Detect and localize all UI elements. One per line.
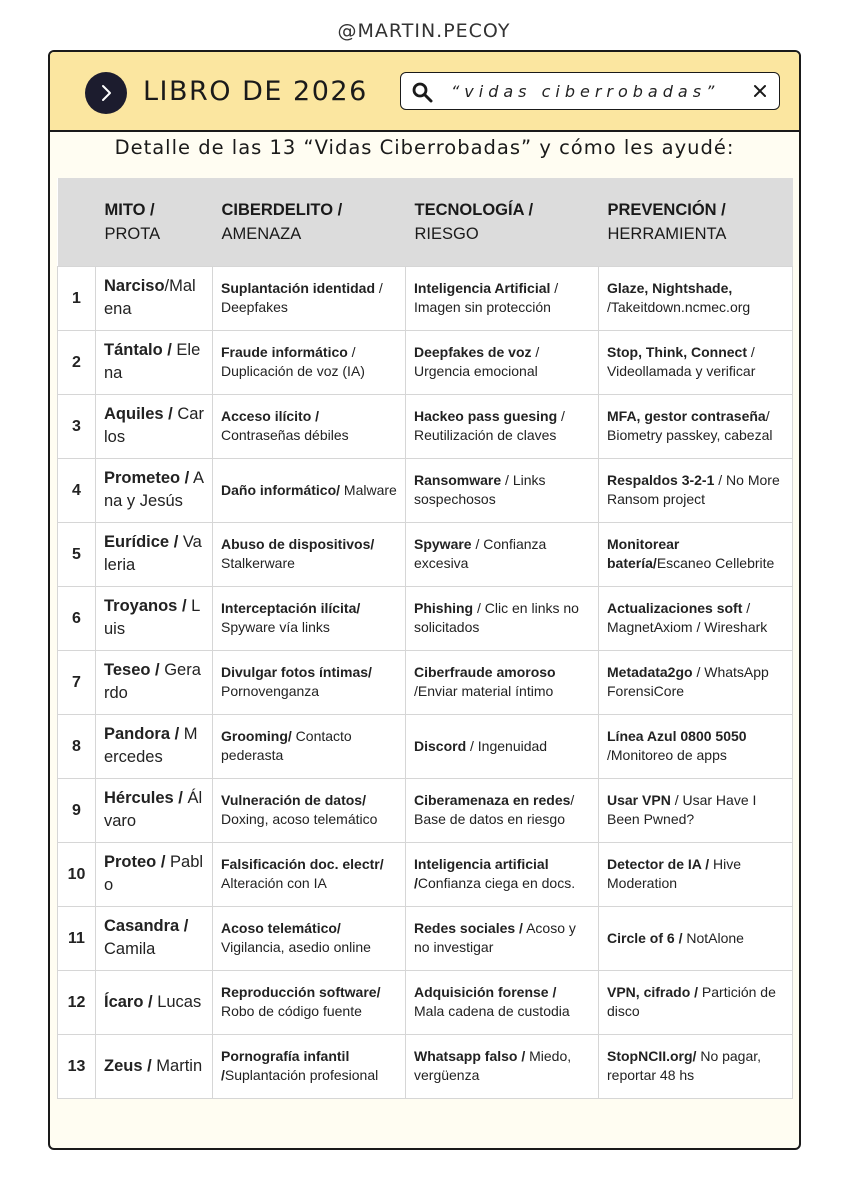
ciberdelito-cell-text: Stalkerware <box>221 555 295 571</box>
row-number: 8 <box>58 714 96 778</box>
table-body <box>58 266 793 1098</box>
tecnologia-cell-text: / Reutilización de claves <box>414 408 565 443</box>
chevron-right-icon <box>95 82 117 104</box>
table-row <box>58 394 793 458</box>
prevencion-cell-bold-text: VPN, cifrado / <box>607 984 699 1000</box>
tecnologia-cell <box>406 842 599 906</box>
mito-cell-bold-text: Tántalo / <box>104 341 172 359</box>
prevencion-cell <box>599 714 793 778</box>
prevencion-cell-text: / MagnetAxiom / Wireshark <box>607 600 768 635</box>
mito-cell-text: /Malena <box>104 277 196 318</box>
ciberdelito-cell-bold-text: Fraude informático <box>221 344 348 360</box>
ciberdelito-cell-bold-text: Acceso ilícito / <box>221 408 320 424</box>
tecnologia-cell-text: / Links sospechosos <box>414 472 546 507</box>
tecnologia-cell <box>406 650 599 714</box>
ciberdelito-cell-text: Alteración con IA <box>221 875 327 891</box>
ciberdelito-cell-bold-text: Abuso de dispositivos/ <box>221 536 375 552</box>
row-number: 10 <box>58 842 96 906</box>
ciberdelito-cell <box>213 778 406 842</box>
search-icon[interactable] <box>411 81 433 103</box>
prevencion-cell-text: No pagar, reportar 48 hs <box>607 1048 762 1083</box>
header-ciberdelito: CIBERDELITO / AMENAZA <box>213 178 406 266</box>
prevencion-cell-bold-text: MFA, gestor contraseña <box>607 408 766 424</box>
mito-cell-text: Elena <box>104 341 201 382</box>
header-bar <box>50 52 799 132</box>
mito-cell-text: Luis <box>104 597 201 638</box>
ciberdelito-cell <box>213 394 406 458</box>
mito-cell <box>96 522 213 586</box>
tecnologia-cell-text: Acoso y no investigar <box>414 920 576 955</box>
book-card <box>48 50 801 1150</box>
mito-cell <box>96 394 213 458</box>
ciberdelito-cell-bold-text: Falsificación doc. electr/ <box>221 856 384 872</box>
ciberdelito-cell-text: Malware <box>340 481 397 498</box>
tecnologia-cell <box>406 778 599 842</box>
mito-cell-text: Pablo <box>104 853 204 894</box>
mito-cell-bold-text: Eurídice / <box>104 533 179 551</box>
table-row <box>58 970 793 1034</box>
prevencion-cell-bold-text: Glaze, Nightshade, <box>607 280 733 296</box>
mito-cell <box>96 458 213 522</box>
prevencion-cell-bold-text: Circle of 6 / <box>607 929 683 946</box>
prevencion-cell <box>599 1034 793 1098</box>
row-number: 2 <box>58 330 96 394</box>
header-tecnologia: TECNOLOGÍA / RIESGO <box>406 178 599 266</box>
prevencion-cell-text: /Takeitdown.ncmec.org <box>607 299 751 315</box>
prevencion-cell-text: Hive Moderation <box>607 856 742 891</box>
ciberdelito-cell-bold-text: Grooming/ <box>221 728 292 744</box>
table-row <box>58 586 793 650</box>
mito-cell-text: Lucas <box>152 992 202 1011</box>
tecnologia-cell-text: Mala cadena de custodia <box>414 1003 570 1019</box>
mito-cell-text: Gerardo <box>104 661 201 702</box>
mito-cell-bold-text: Pandora / <box>104 725 180 743</box>
mito-cell-text: Martin <box>151 1056 203 1075</box>
ciberdelito-cell-bold-text: Vulneración de datos/ <box>221 792 366 808</box>
tecnologia-cell-bold-text: Ciberamenaza en redes <box>414 792 571 808</box>
ciberdelito-cell <box>213 650 406 714</box>
mito-cell-text: Camila <box>104 940 156 958</box>
prevencion-cell-bold-text: Actualizaciones soft <box>607 600 743 616</box>
prevencion-cell-bold-text: Stop, Think, Connect <box>607 344 747 360</box>
mito-cell-bold-text: Aquiles / <box>104 405 173 423</box>
prevencion-cell <box>599 778 793 842</box>
mito-cell-bold-text: Hércules / <box>104 789 183 807</box>
table-row <box>58 522 793 586</box>
prevencion-cell-text: / Usar Have I Been Pwned? <box>607 792 757 827</box>
table-row <box>58 906 793 970</box>
header-number <box>58 178 96 266</box>
ciberdelito-cell-bold-text: Reproducción software/ <box>221 984 381 1000</box>
prevencion-cell-bold-text: Línea Azul 0800 5050 <box>607 728 747 744</box>
mito-cell <box>96 650 213 714</box>
tecnologia-cell <box>406 586 599 650</box>
tecnologia-cell-bold-text: Redes sociales / <box>414 920 523 936</box>
prevencion-cell-text: / Videollamada y verificar <box>607 344 756 379</box>
mito-cell <box>96 586 213 650</box>
mito-cell <box>96 714 213 778</box>
prevencion-cell <box>599 330 793 394</box>
table-row <box>58 650 793 714</box>
table-row <box>58 1034 793 1098</box>
row-number: 6 <box>58 586 96 650</box>
tecnologia-cell-text: Confianza ciega en docs. <box>417 875 576 891</box>
prevencion-cell-text: / Biometry passkey, cabezal <box>607 408 773 443</box>
search-input[interactable] <box>451 79 741 103</box>
mito-cell-bold-text: Teseo / <box>104 661 160 679</box>
tecnologia-cell <box>406 394 599 458</box>
ciberdelito-cell-bold-text: Divulgar fotos íntimas/ <box>221 664 372 680</box>
mito-cell <box>96 778 213 842</box>
prevencion-cell <box>599 458 793 522</box>
tecnologia-cell <box>406 906 599 970</box>
ciberdelito-cell-bold-text: Suplantación identidad <box>221 280 376 296</box>
mito-cell <box>96 266 213 330</box>
prevencion-cell-text: / WhatsApp ForensiCore <box>607 664 769 699</box>
row-number: 12 <box>58 970 96 1034</box>
ciberdelito-cell <box>213 586 406 650</box>
prevencion-cell-bold-text: Monitorear batería/ <box>607 536 680 571</box>
prevencion-cell <box>599 650 793 714</box>
row-number: 5 <box>58 522 96 586</box>
ciberdelito-cell-bold-text: Interceptación ilícita/ <box>221 600 361 616</box>
prevencion-cell <box>599 842 793 906</box>
row-number: 7 <box>58 650 96 714</box>
prevencion-cell <box>599 522 793 586</box>
search-bar[interactable] <box>400 72 780 110</box>
mito-cell-text: Valeria <box>104 533 202 574</box>
page-subtitle: Detalle de las 13 “Vidas Ciberrobadas” y cómo les ayudé: <box>114 136 735 159</box>
tecnologia-cell-bold-text: Inteligencia artificial / <box>414 856 549 891</box>
tecnologia-cell <box>406 522 599 586</box>
tecnologia-cell-text: / Clic en links no solicitados <box>414 600 579 635</box>
mito-cell-text: Carlos <box>104 405 204 446</box>
prevencion-cell-bold-text: Detector de IA / <box>607 856 710 872</box>
tecnologia-cell-bold-text: Ransomware <box>414 472 502 488</box>
mito-cell <box>96 906 213 970</box>
close-icon[interactable] <box>749 80 771 102</box>
prevencion-cell <box>599 906 793 970</box>
tecnologia-cell <box>406 330 599 394</box>
ciberdelito-cell-text: Pornovenganza <box>221 683 320 699</box>
table-header-row <box>58 178 793 266</box>
tecnologia-cell-text: / Urgencia emocional <box>414 344 540 379</box>
book-title: LIBRO DE 2026 <box>143 76 368 107</box>
tecnologia-cell <box>406 970 599 1034</box>
mito-cell <box>96 330 213 394</box>
row-number: 1 <box>58 266 96 330</box>
row-number: 13 <box>58 1034 96 1098</box>
row-number: 4 <box>58 458 96 522</box>
prevencion-cell-text: / No More Ransom project <box>607 472 780 507</box>
mito-cell-bold-text: Casandra / <box>104 917 189 935</box>
mito-cell-bold-text: Zeus / <box>104 1056 152 1075</box>
table-row <box>58 458 793 522</box>
next-button[interactable] <box>85 72 127 114</box>
ciberdelito-cell-text: Vigilancia, asedio online <box>221 939 371 955</box>
ciberdelito-cell-bold-text: Daño informático/ <box>221 481 341 498</box>
tecnologia-cell-text: / Ingenuidad <box>466 737 548 754</box>
ciberdelito-cell <box>213 266 406 330</box>
prevencion-cell <box>599 266 793 330</box>
table-row <box>58 266 793 330</box>
tecnologia-cell <box>406 266 599 330</box>
ciberdelito-cell-text: Spyware vía links <box>221 619 330 635</box>
tecnologia-cell-bold-text: Adquisición forense / <box>414 984 557 1000</box>
ciberdelito-cell-text: Suplantación profesional <box>224 1067 379 1083</box>
header-prevencion: PREVENCIÓN / HERRAMIENTA <box>599 178 793 266</box>
ciberdelito-cell <box>213 458 406 522</box>
tecnologia-cell-text: / Confianza excesiva <box>414 536 547 571</box>
ciberdelito-cell-text: Robo de código fuente <box>221 1003 362 1019</box>
ciberdelito-cell-text: Contacto pederasta <box>221 728 352 763</box>
tecnologia-cell-text: / Imagen sin protección <box>414 280 559 315</box>
ciberdelito-cell-text: Doxing, acoso telemático <box>221 811 378 827</box>
prevencion-cell-text: NotAlone <box>682 929 744 946</box>
table-row <box>58 330 793 394</box>
ciberdelito-cell <box>213 522 406 586</box>
ciberdelito-cell-bold-text: Pornografía infantil / <box>221 1048 350 1083</box>
mito-cell <box>96 1034 213 1098</box>
prevencion-cell-text: Partición de disco <box>607 984 776 1019</box>
ciberdelito-cell-text: / Deepfakes <box>221 280 383 315</box>
mito-cell-bold-text: Prometeo / <box>104 469 190 487</box>
prevencion-cell-text: /Monitoreo de apps <box>607 747 727 763</box>
ciberdelito-cell-text: Contraseñas débiles <box>221 427 349 443</box>
ciberdelito-cell <box>213 330 406 394</box>
mito-cell-text: Ana y Jesús <box>104 469 204 510</box>
mito-cell-text: Mercedes <box>104 725 198 766</box>
table-row <box>58 714 793 778</box>
mito-cell <box>96 842 213 906</box>
tecnologia-cell <box>406 1034 599 1098</box>
prevencion-cell <box>599 394 793 458</box>
row-number: 9 <box>58 778 96 842</box>
prevencion-cell <box>599 586 793 650</box>
tecnologia-cell-bold-text: Hackeo pass guesing <box>414 408 558 424</box>
prevencion-cell-bold-text: StopNCII.org/ <box>607 1048 697 1064</box>
prevencion-cell-bold-text: Metadata2go <box>607 664 693 680</box>
ciberdelito-cell <box>213 714 406 778</box>
tecnologia-cell-bold-text: Spyware <box>414 536 472 552</box>
ciberdelito-cell-text: / Duplicación de voz (IA) <box>221 344 365 379</box>
tecnologia-cell-bold-text: Whatsapp falso / <box>414 1048 526 1064</box>
tecnologia-cell <box>406 458 599 522</box>
tecnologia-cell-bold-text: Deepfakes de voz <box>414 344 532 360</box>
mito-cell-bold-text: Narciso <box>104 277 165 295</box>
tecnologia-cell-text: /Enviar material íntimo <box>414 683 554 699</box>
author-handle: @MARTIN.PECOY <box>337 20 511 42</box>
prevencion-cell-bold-text: Respaldos 3-2-1 <box>607 472 715 488</box>
mito-cell-bold-text: Ícaro / <box>104 992 153 1011</box>
tecnologia-cell-text: Miedo, vergüenza <box>414 1048 572 1083</box>
ciberdelito-cell <box>213 970 406 1034</box>
mito-cell <box>96 970 213 1034</box>
ciberdelito-cell-bold-text: Acoso telemático/ <box>221 920 341 936</box>
prevencion-cell-text: Escaneo Cellebrite <box>656 555 775 571</box>
prevencion-cell <box>599 970 793 1034</box>
mito-cell-text: Álvaro <box>104 789 203 830</box>
tecnologia-cell-text: / Base de datos en riesgo <box>414 792 575 827</box>
tecnologia-cell-bold-text: Discord <box>414 737 467 754</box>
header-mito: MITO / PROTA <box>96 178 213 266</box>
prevencion-cell-bold-text: Usar VPN <box>607 792 671 808</box>
tecnologia-cell-bold-text: Phishing <box>414 600 474 616</box>
tecnologia-cell-bold-text: Inteligencia Artificial <box>414 280 551 296</box>
row-number: 11 <box>58 906 96 970</box>
cybercrime-table <box>57 178 793 1099</box>
ciberdelito-cell <box>213 842 406 906</box>
tecnologia-cell <box>406 714 599 778</box>
mito-cell-bold-text: Proteo / <box>104 853 166 871</box>
table-row <box>58 778 793 842</box>
row-number: 3 <box>58 394 96 458</box>
ciberdelito-cell <box>213 1034 406 1098</box>
mito-cell-bold-text: Troyanos / <box>104 597 187 615</box>
ciberdelito-cell <box>213 906 406 970</box>
tecnologia-cell-bold-text: Ciberfraude amoroso <box>414 664 556 680</box>
table-row <box>58 842 793 906</box>
